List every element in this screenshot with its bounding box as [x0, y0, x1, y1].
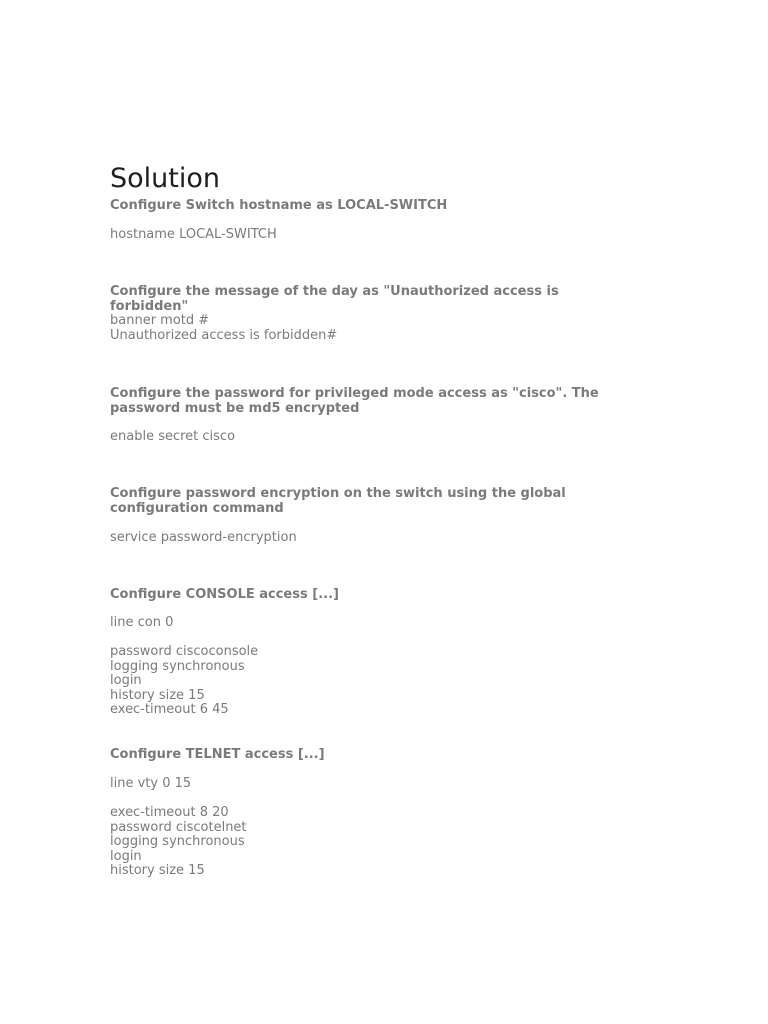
section-hostname-commands [110, 228, 650, 243]
section-password-encryption-commands [110, 531, 650, 546]
section-telnet-line [110, 777, 650, 792]
command-line: password ciscoconsole [110, 644, 259, 659]
section-heading: Configure TELNET access [...] [110, 747, 325, 762]
command-line: logging synchronous [110, 834, 245, 850]
section-console-line [110, 616, 650, 631]
section-heading-line: Configure password encryption on the switch using the global [110, 486, 566, 501]
section-heading-line: Configure the message of the day as "Unauthorized access is [110, 284, 559, 299]
section-enable-secret-heading [110, 387, 650, 416]
section-console-commands [110, 645, 650, 718]
command-line: history size 15 [110, 687, 205, 703]
command-line: banner motd # [110, 313, 210, 329]
command-line: line con 0 [110, 615, 174, 630]
command-line: logging synchronous [110, 658, 245, 674]
section-hostname-heading [110, 199, 650, 214]
section-heading-line: forbidden" [110, 298, 189, 314]
section-heading-line: Configure the password for privileged mode access as "cisco". The [110, 386, 599, 401]
section-heading-line: configuration command [110, 500, 284, 516]
section-password-encryption-heading [110, 487, 650, 516]
command-line: exec-timeout 6 45 [110, 702, 229, 718]
command-line: hostname LOCAL-SWITCH [110, 227, 277, 242]
command-line: service password-encryption [110, 530, 297, 545]
page-title: Solution [110, 163, 220, 194]
command-line: history size 15 [110, 863, 205, 879]
command-line: login [110, 848, 142, 864]
section-motd [110, 285, 650, 343]
section-telnet-heading [110, 748, 650, 763]
command-line: exec-timeout 8 20 [110, 805, 229, 820]
section-heading: Configure CONSOLE access [...] [110, 587, 339, 602]
section-console-heading [110, 588, 650, 603]
section-enable-secret-commands [110, 430, 650, 445]
command-line: line vty 0 15 [110, 776, 192, 791]
command-line: password ciscotelnet [110, 819, 247, 835]
section-telnet-commands [110, 806, 650, 879]
command-line: Unauthorized access is forbidden# [110, 327, 338, 343]
command-line: enable secret cisco [110, 429, 236, 444]
section-heading-line: password must be md5 encrypted [110, 400, 360, 416]
section-heading: Configure Switch hostname as LOCAL-SWITCH [110, 198, 448, 213]
command-line: login [110, 673, 142, 689]
